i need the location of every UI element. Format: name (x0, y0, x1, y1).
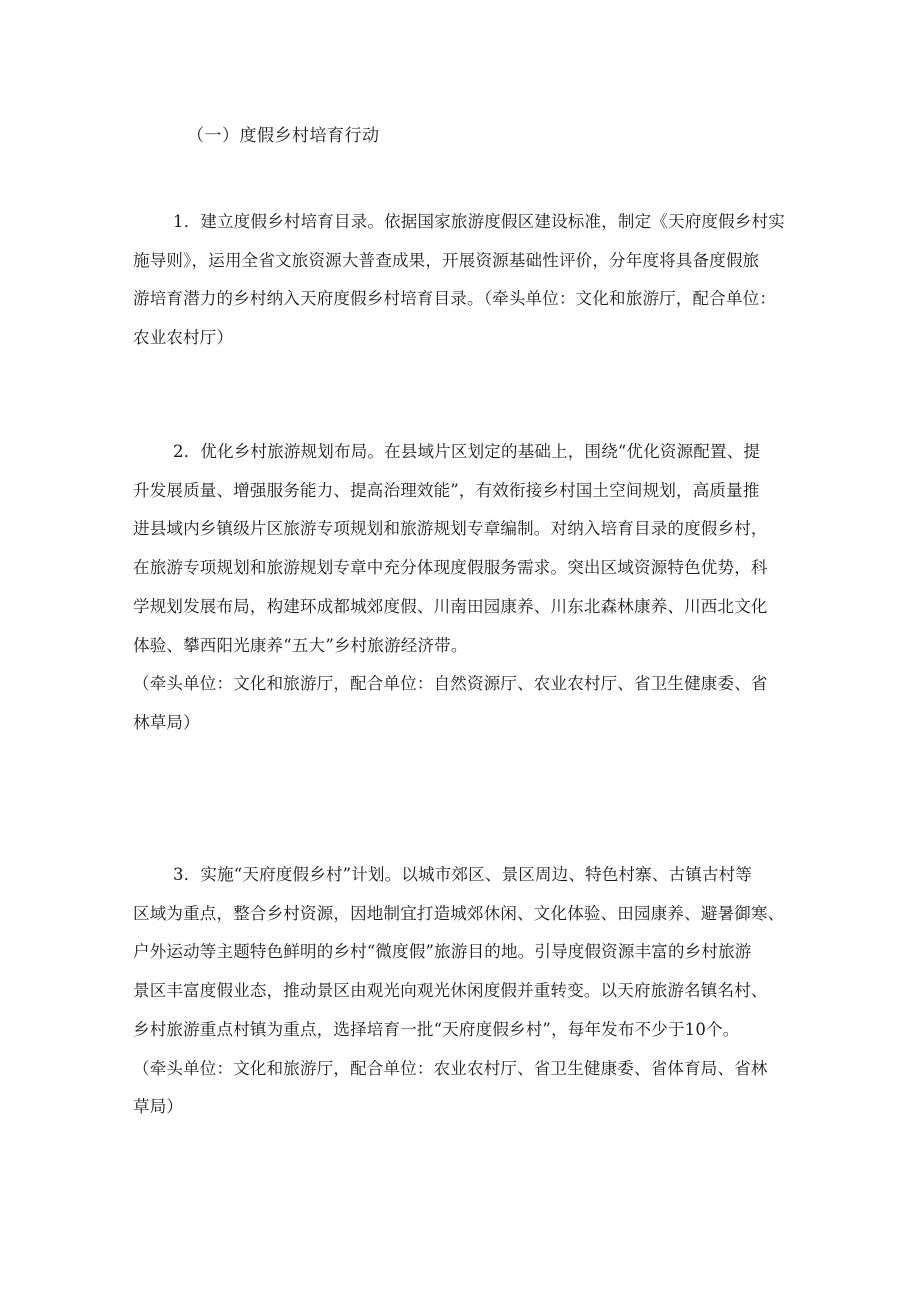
paragraph-line: 游培育潜力的乡村纳入天府度假乡村培育目录。（牵头单位：文化和旅游厅，配合单位： (133, 289, 777, 309)
paragraph-line: 体验、攀西阳光康养“五大”乡村旅游经济带。 (133, 635, 468, 655)
paragraph-line: 草局） (133, 1097, 184, 1117)
paragraph-line: 1．建立度假乡村培育目录。依据国家旅游度假区建设标准，制定《天府度假乡村实 (173, 212, 785, 231)
paragraph-1 (133, 203, 793, 358)
section-heading: （一）度假乡村培育行动 (187, 126, 380, 146)
paragraph-line: 在旅游专项规划和旅游规划专章中充分体现度假服务需求。突出区域资源特色优势，科 (133, 558, 768, 578)
paragraph-line: 2．优化乡村旅游规划布局。在县域片区划定的基础上，围绕“优化资源配置、提 (173, 442, 761, 461)
paragraph-line: 户外运动等主题特色鲜明的乡村“微度假”旅游目的地。引导度假资源丰富的乡村旅游 (133, 942, 752, 962)
paragraph-3 (133, 856, 793, 1127)
paragraph-line: 升发展质量、增强服务能力、提高治理效能”，有效衔接乡村国土空间规划，高质量推 (133, 480, 760, 500)
paragraph-line: 施导则》，运用全省文旅资源大普查成果，开展资源基础性评价，分年度将具备度假旅 (133, 250, 760, 270)
paragraph-2 (133, 433, 793, 743)
paragraph-line: 3．实施“天府度假乡村”计划。以城市郊区、景区周边、特色村寨、古镇古村等 (173, 865, 753, 884)
paragraph-line: 学规划发展布局，构建环成都城郊度假、川南田园康养、川东北森林康养、川西北文化 (133, 596, 768, 616)
paragraph-line: 农业农村厅） (133, 328, 234, 348)
paragraph-line: （牵头单位：文化和旅游厅，配合单位：农业农村厅、省卫生健康委、省体育局、省林 (133, 1058, 768, 1078)
paragraph-line: （牵头单位：文化和旅游厅，配合单位：自然资源厅、农业农村厅、省卫生健康委、省 (133, 674, 768, 694)
paragraph-line: 进县域内乡镇级片区旅游专项规划和旅游规划专章编制。对纳入培育目录的度假乡村， (133, 519, 768, 539)
paragraph-line: 乡村旅游重点村镇为重点，选择培育一批“天府度假乡村”，每年发布不少于10个。 (133, 1019, 740, 1039)
paragraph-line: 林草局） (133, 712, 200, 732)
paragraph-line: 区域为重点，整合乡村资源，因地制宜打造城郊休闲、文化体验、田园康养、避暑御寒、 (133, 903, 785, 923)
paragraph-line: 景区丰富度假业态，推动景区由观光向观光休闲度假并重转变。以天府旅游名镇名村、 (133, 981, 768, 1001)
